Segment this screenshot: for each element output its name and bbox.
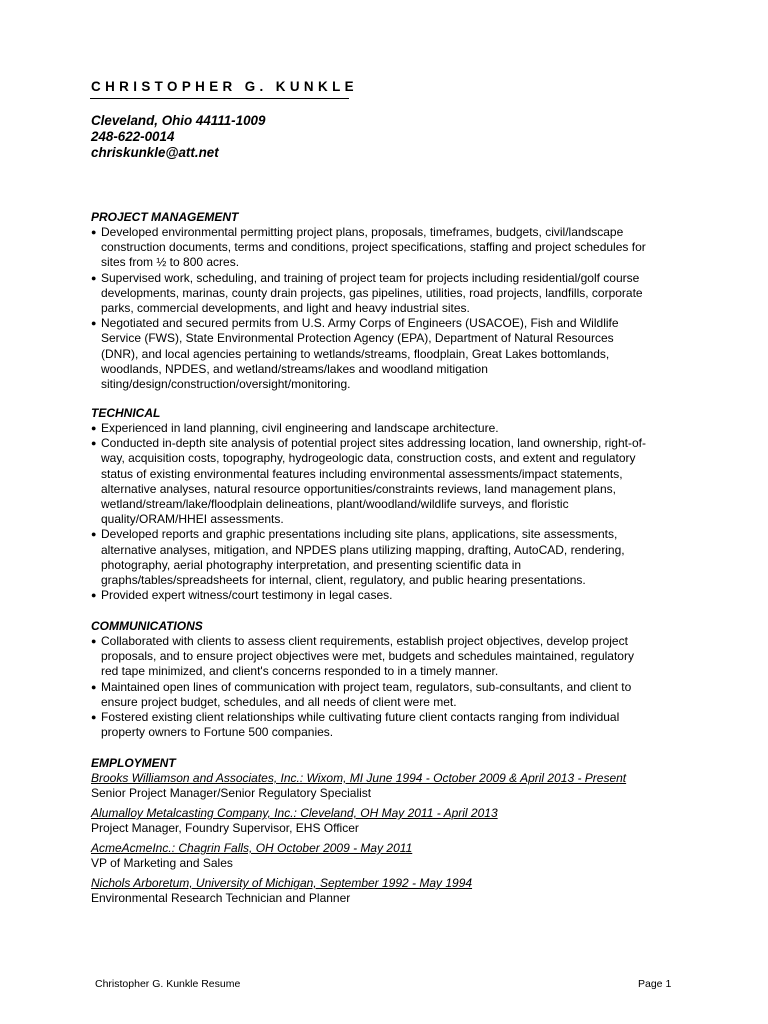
technical-section bbox=[91, 406, 691, 603]
bullet-line: Service (FWS), State Environmental Protection Agency (EPA), Department of Natural Resources bbox=[101, 331, 614, 346]
bullet-line: Experienced in land planning, civil engineering and landscape architecture. bbox=[101, 421, 499, 435]
bullet-line: alternative analyses, mitigation, and NPDES plans utilizing mapping, drafting, AutoCAD, rendering, bbox=[101, 542, 625, 557]
bullet-line: property owners to Fortune 500 companies. bbox=[101, 725, 334, 740]
contact-block bbox=[91, 113, 265, 161]
bullet-line: Negotiated and secured permits from U.S. Army Corps of Engineers (USACOE), Fish and Wildlife bbox=[101, 316, 619, 331]
bullet-line: Developed environmental permitting project plans, proposals, timeframes, budgets, civil/landscape bbox=[101, 225, 624, 239]
bullet-line: graphs/tables/spreadsheets for internal, client, regulatory, and public hearing presentations. bbox=[101, 573, 586, 588]
contact-phone: 248-622-0014 bbox=[91, 129, 175, 144]
section-heading: TECHNICAL bbox=[91, 406, 161, 420]
bullet-list bbox=[91, 421, 691, 603]
communications-section bbox=[91, 619, 691, 740]
bullet-icon: ● bbox=[91, 227, 97, 237]
list-item bbox=[91, 225, 691, 271]
employer-line: Brooks Williamson and Associates, Inc.: Wixom, MI June 1994 - October 2009 & April 2013 - Present bbox=[91, 771, 627, 785]
section-heading: EMPLOYMENT bbox=[91, 756, 176, 770]
footer-document-title: Christopher G. Kunkle Resume bbox=[95, 978, 241, 990]
bullet-icon: ● bbox=[91, 423, 97, 433]
employer-line: Nichols Arboretum, University of Michigan, September 1992 - May 1994 bbox=[91, 876, 473, 890]
bullet-list bbox=[91, 634, 691, 740]
contact-city: Cleveland, Ohio 44111-1009 bbox=[91, 113, 266, 128]
bullet-line: status of existing environmental features including environmental assessments/impact statements, bbox=[101, 466, 623, 481]
bullet-line: wetland/stream/lake/floodplain delineations, plant/woodland/wildlife surveys, and floristic bbox=[101, 497, 569, 512]
list-item bbox=[91, 680, 691, 710]
resume-name: CHRISTOPHER G. KUNKLE bbox=[91, 79, 358, 94]
bullet-line: proposals, and to ensure project objectives were met, budgets and schedules maintained, regulatory bbox=[101, 649, 634, 664]
bullet-line: parks, commercial developments, and light and heavy industrial sites. bbox=[101, 301, 470, 316]
section-heading: COMMUNICATIONS bbox=[91, 619, 203, 633]
project-management-section bbox=[91, 210, 691, 392]
bullet-icon: ● bbox=[91, 272, 97, 283]
bullet-line: alternative analyses, natural resource opportunities/constraints reviews, land management plans, bbox=[101, 481, 616, 496]
employment-item bbox=[91, 876, 691, 906]
list-item bbox=[91, 588, 691, 603]
bullet-line: Provided expert witness/court testimony in legal cases. bbox=[101, 588, 393, 603]
list-item bbox=[91, 710, 691, 740]
bullet-line: way, acquisition costs, topography, hydrogeologic data, construction costs, and extent and regulatory bbox=[101, 451, 636, 466]
section-heading: PROJECT MANAGEMENT bbox=[91, 210, 239, 224]
employer-line: Alumalloy Metalcasting Company, Inc.: Cleveland, OH May 2011 - April 2013 bbox=[91, 806, 498, 820]
list-item bbox=[91, 634, 691, 680]
employment-item bbox=[91, 771, 691, 801]
footer-page-number: Page 1 bbox=[638, 978, 672, 990]
bullet-line: ensure project budget, schedules, and all needs of client were met. bbox=[101, 694, 457, 709]
job-title: VP of Marketing and Sales bbox=[91, 856, 233, 870]
list-item bbox=[91, 316, 691, 392]
bullet-list bbox=[91, 225, 691, 392]
job-title: Project Manager, Foundry Supervisor, EHS Officer bbox=[91, 821, 359, 835]
list-item bbox=[91, 421, 691, 436]
bullet-icon: ● bbox=[91, 529, 97, 540]
bullet-icon: ● bbox=[91, 438, 97, 449]
contact-email: chriskunkle@att.net bbox=[91, 145, 219, 160]
list-item bbox=[91, 527, 691, 588]
bullet-line: Developed reports and graphic presentations including site plans, applications, site assessments, bbox=[101, 527, 618, 542]
bullet-line: Collaborated with clients to assess client requirements, establish project objectives, develop project bbox=[101, 634, 628, 648]
bullet-line: Conducted in-depth site analysis of potential project sites addressing location, land ownership, right-of- bbox=[101, 436, 646, 451]
bullet-line: Fostered existing client relationships while cultivating future client contacts ranging from individual bbox=[101, 710, 620, 725]
employment-item bbox=[91, 841, 691, 871]
employer-line: AcmeAcmeInc.: Chagrin Falls, OH October 2009 - May 2011 bbox=[91, 841, 413, 855]
bullet-line: photography, aerial photography interpretation, and presenting scientific data in bbox=[101, 557, 522, 572]
bullet-line: Supervised work, scheduling, and training of project team for projects including residential/golf course bbox=[101, 270, 640, 285]
bullet-line: (DNR), and local agencies pertaining to wetlands/streams, floodplain, Great Lakes bottomlands, bbox=[101, 346, 610, 361]
employment-section bbox=[91, 756, 691, 911]
bullet-line: siting/design/construction/oversight/monitoring. bbox=[101, 377, 351, 392]
bullet-line: red tape minimized, and client's concerns responded to in a timely manner. bbox=[101, 664, 499, 679]
bullet-icon: ● bbox=[91, 590, 97, 601]
job-title: Environmental Research Technician and Planner bbox=[91, 891, 351, 905]
employment-item bbox=[91, 806, 691, 836]
bullet-line: Maintained open lines of communication with project team, regulators, sub-consultants, and client to bbox=[101, 679, 632, 694]
bullet-line: construction documents, terms and conditions, project specifications, staffing and project schedules for bbox=[101, 240, 646, 255]
name-underline bbox=[90, 98, 349, 99]
bullet-icon: ● bbox=[91, 636, 97, 646]
list-item bbox=[91, 436, 691, 527]
job-title: Senior Project Manager/Senior Regulatory Specialist bbox=[91, 786, 372, 800]
bullet-line: quality/ORAM/HHEI assessments. bbox=[101, 512, 284, 527]
bullet-icon: ● bbox=[91, 318, 97, 329]
bullet-line: sites from ½ to 800 acres. bbox=[101, 255, 240, 270]
bullet-line: developments, marinas, county drain projects, gas pipelines, utilities, road projects, landfills, corporate bbox=[101, 285, 643, 300]
bullet-line: woodlands, NPDES, and wetland/streams/lakes and woodland mitigation bbox=[101, 361, 488, 376]
bullet-icon: ● bbox=[91, 681, 97, 692]
list-item bbox=[91, 271, 691, 317]
bullet-icon: ● bbox=[91, 712, 97, 723]
